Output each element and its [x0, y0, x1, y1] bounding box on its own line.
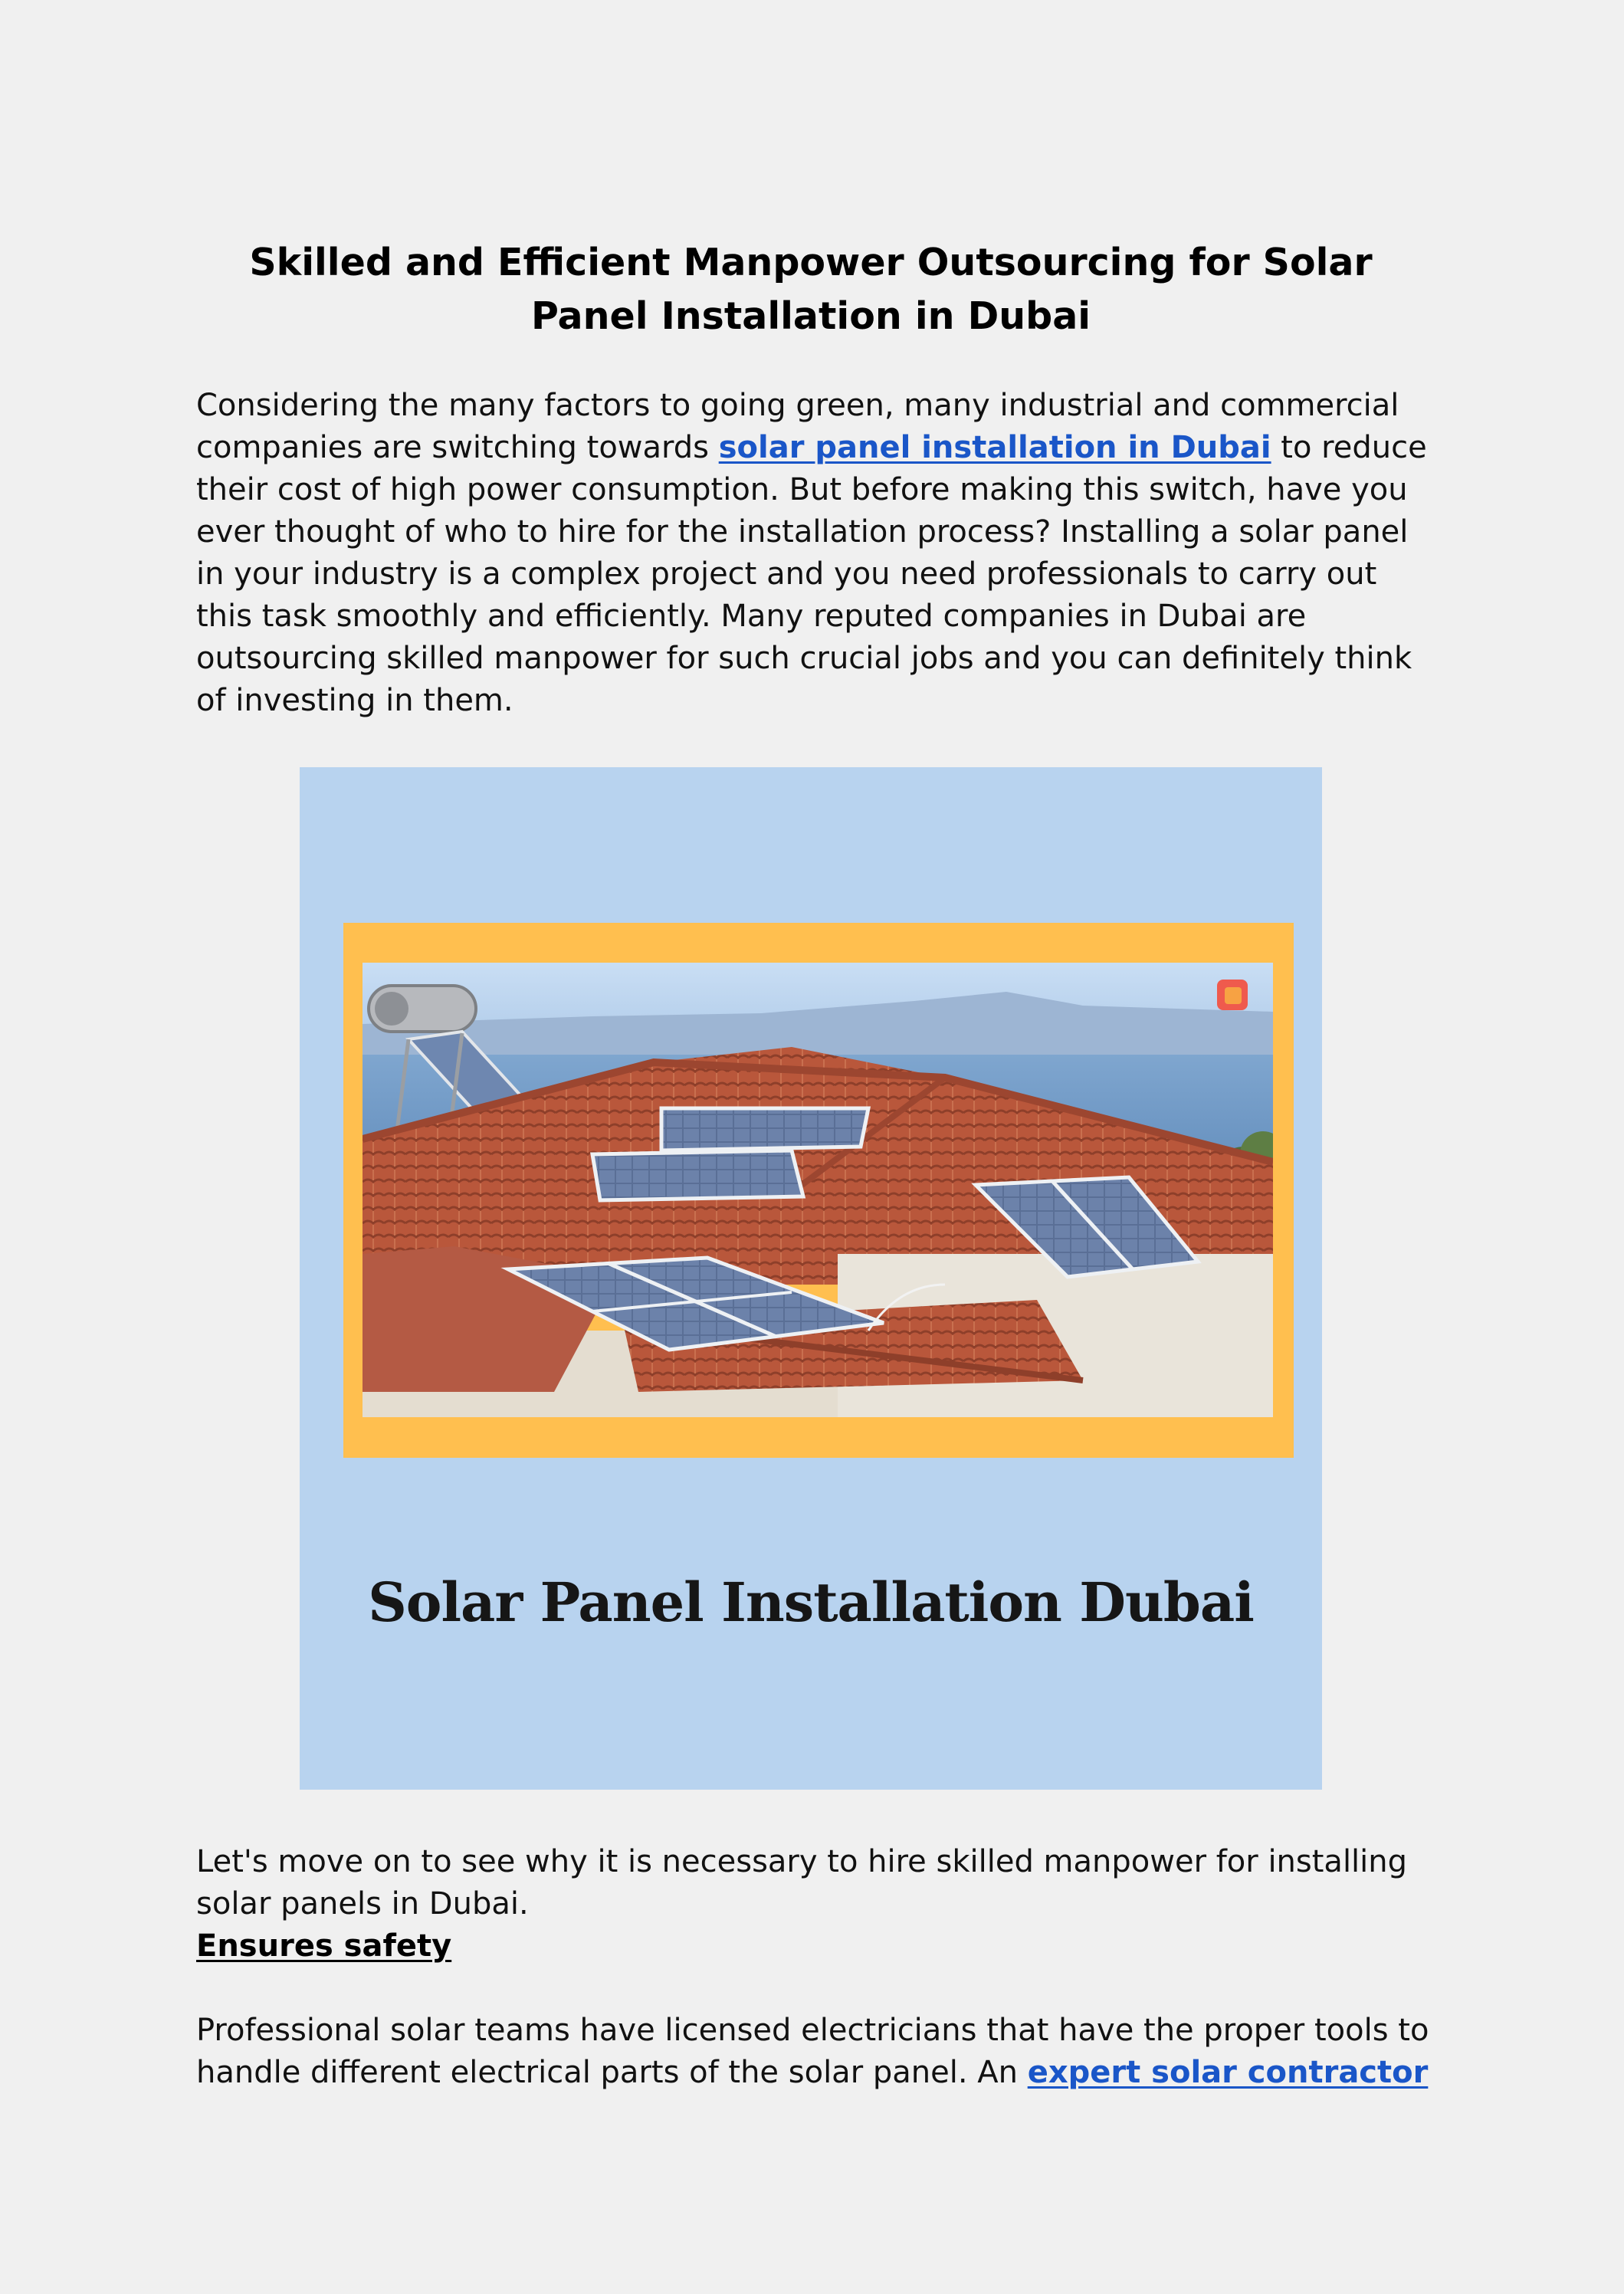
section-heading-ensures-safety: Ensures safety — [196, 1928, 452, 1964]
intro-text-before-link: Considering the many factors to going green, many industrial and commercial companies are switching towards — [196, 388, 1399, 465]
safety-paragraph — [196, 2010, 1438, 2094]
solar-panel-figure — [300, 767, 1322, 1790]
intro-paragraph — [196, 385, 1438, 722]
figure-banner-text: Solar Panel Installation Dubai — [368, 1570, 1254, 1634]
intro-text-after-link: to reduce their cost of high power consumption. But before making this switch, have you ever thought of who to hire for the installation process? Installing a solar panel in your industry is a complex project and you need professionals to carry out this task smoothly and efficiently. Many reputed companies in Dubai are outsourcing skilled manpower for such crucial jobs and you can definitely think of investing in them. — [196, 430, 1427, 718]
expert-solar-contractor-link[interactable]: expert solar contractor — [1027, 2055, 1429, 2090]
transition-paragraph: Let's move on to see why it is necessary to hire skilled manpower for installing solar panels in Dubai. — [196, 1844, 1408, 1922]
solar-installation-link[interactable]: solar panel installation in Dubai — [718, 430, 1271, 465]
article-title: Skilled and Efficient Manpower Outsourcing for Solar Panel Installation in Dubai — [249, 241, 1373, 338]
safety-text-before-link: Professional solar teams have licensed electricians that have the proper tools to handle different electrical parts of the solar panel. An — [196, 2013, 1429, 2090]
rooftop-solar-photo — [363, 963, 1273, 1417]
